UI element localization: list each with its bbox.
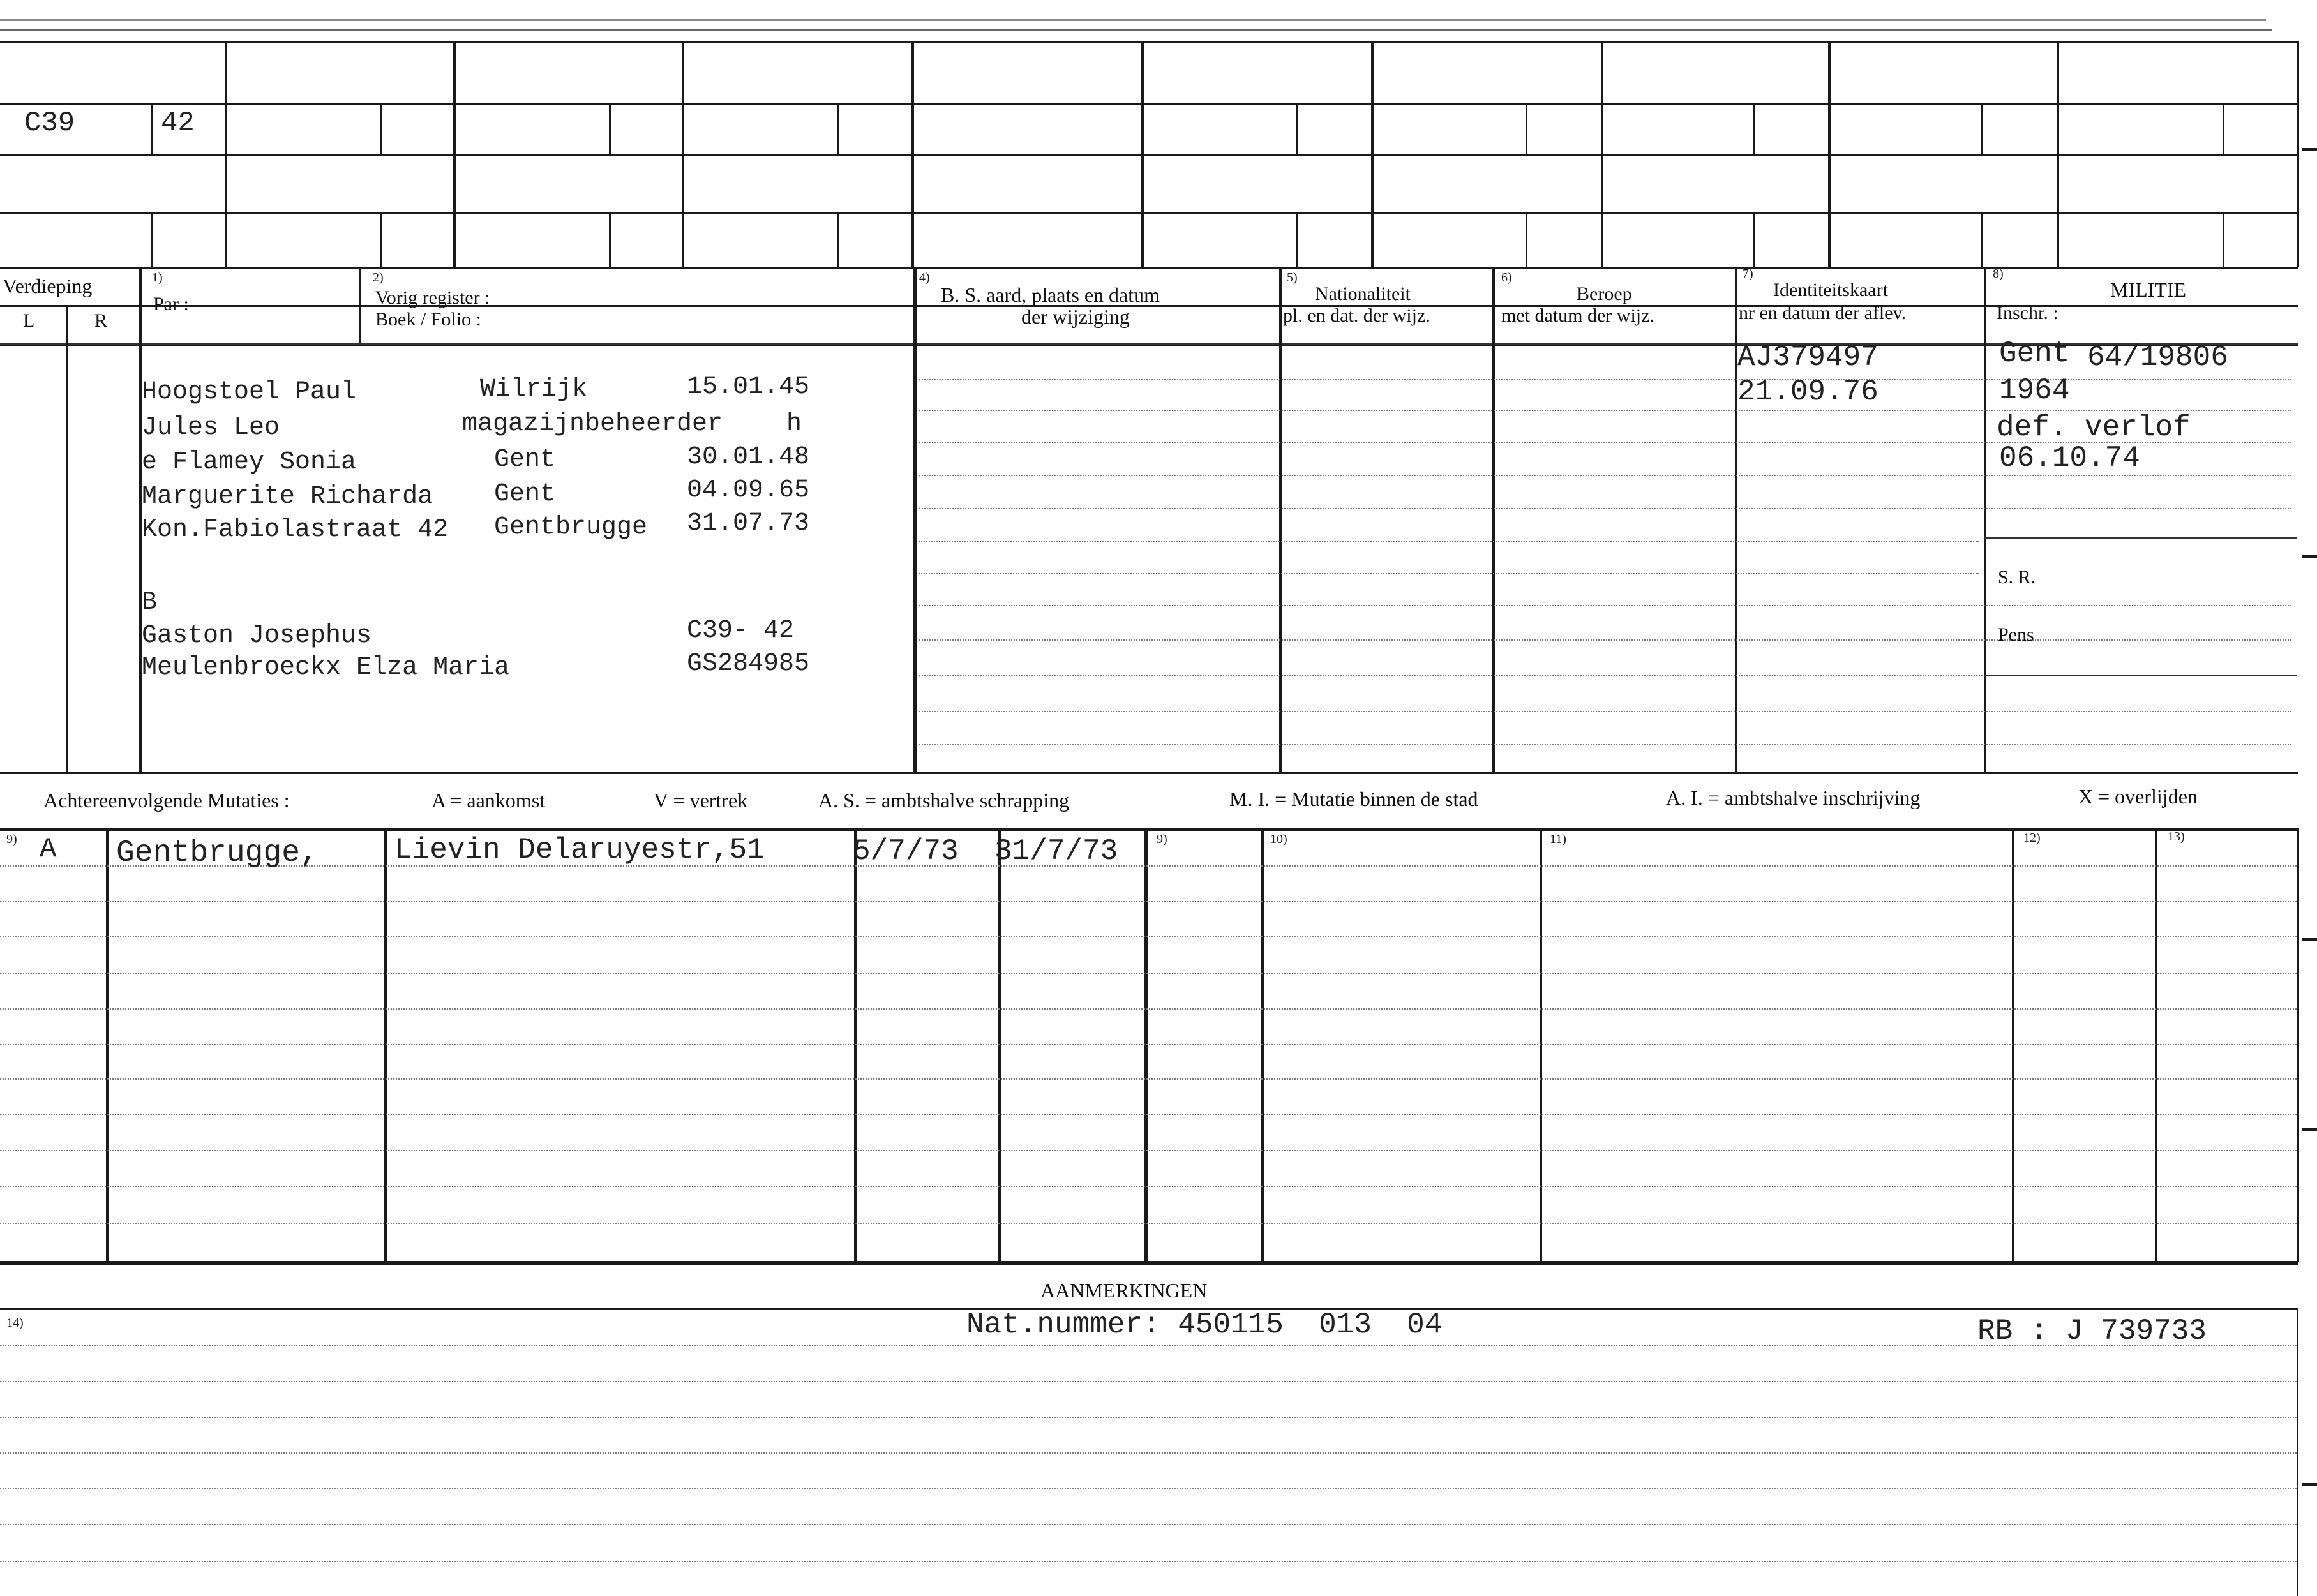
col5-number: 5) [1287, 271, 1298, 285]
house-code-2: 42 [161, 107, 195, 139]
col5-label-1: Nationaliteit [1315, 283, 1411, 304]
col4-label-2: der wijziging [1021, 305, 1130, 328]
house-code-1: C39 [24, 107, 75, 139]
col4-label-1: B. S. aard, plaats en datum [941, 283, 1160, 306]
legend-vertrek: V = vertrek [654, 789, 748, 812]
militia-status-date: 06.10.74 [1999, 442, 2140, 475]
mut-col13-number: 13) [2168, 830, 2185, 844]
legend-overlijden: X = overlijden [2078, 785, 2198, 808]
sr-label: S. R. [1998, 567, 2036, 588]
col5-label-2: pl. en dat. der wijz. [1283, 305, 1430, 326]
militia-year: 1964 [1999, 374, 2070, 407]
legend-aankomst: A = aankomst [431, 789, 546, 812]
col7-label-1: Identiteitskaart [1773, 280, 1888, 301]
person-place-1: Wilrijk [480, 375, 588, 404]
remarks-number: 14) [6, 1316, 24, 1330]
mut-col9-number: 9) [6, 832, 17, 846]
col7-number: 7) [1743, 267, 1753, 281]
national-number: Nat.nummer: 450115 013 04 [966, 1308, 1443, 1341]
legend-mutatie: M. I. = Mutatie binnen de stad [1229, 787, 1478, 810]
person-name-1: Hoogstoel Paul [142, 378, 357, 406]
rb-number: RB : J 739733 [1977, 1315, 2207, 1348]
person-municipality: Gentbrugge [494, 513, 648, 542]
mother-name: Meulenbroeckx Elza Maria [142, 653, 510, 682]
mutation-type: A [40, 833, 57, 865]
col8-label-2: Inschr. : [1997, 302, 2058, 324]
militia-status: def. verlof [1997, 411, 2191, 444]
col4-number: 4) [919, 271, 930, 285]
person-place-3: Gent [494, 445, 556, 474]
top-edge-line [0, 19, 2266, 21]
previous-register-ref: C39- 42 [687, 616, 795, 645]
father-name: Gaston Josephus [142, 622, 372, 650]
person-date-5: 31.07.73 [687, 509, 810, 538]
mutation-date-1: 5/7/73 [853, 835, 959, 868]
person-name-2: Jules Leo [142, 414, 280, 442]
militia-number: 64/19806 [2087, 341, 2228, 374]
floor-left-label: L [23, 310, 35, 331]
top-edge-line-2 [0, 29, 2272, 31]
mut-col11-number: 11) [1550, 832, 1566, 846]
col1-number: 1) [152, 271, 163, 285]
col2-label-2: Boek / Folio : [375, 309, 481, 330]
mutation-place: Gentbrugge, [116, 836, 319, 870]
col6-number: 6) [1501, 271, 1512, 285]
mutations-title: Achtereenvolgende Mutaties : [43, 789, 290, 812]
col2-number: 2) [373, 271, 384, 285]
mut-col12-number: 12) [2023, 831, 2041, 845]
person-name-4: Marguerite Richarda [142, 482, 433, 511]
mutation-date-2: 31/7/73 [994, 835, 1118, 868]
person-place-2: magazijnbeheerder [462, 410, 723, 438]
col8-number: 8) [1993, 267, 2004, 281]
person-date-2: h [786, 410, 802, 438]
mut-col10-number: 10) [1270, 832, 1287, 846]
col1-label: Par : [153, 294, 189, 315]
pens-label: Pens [1998, 624, 2034, 645]
person-address: Kon.Fabiolastraat 42 [142, 516, 449, 544]
legend-schrapping: A. S. = ambtshalve schrapping [818, 789, 1070, 812]
remarks-title: AANMERKINGEN [1040, 1279, 1208, 1302]
legend-inschrijving: A. I. = ambtshalve inschrijving [1666, 786, 1921, 809]
person-place-4: Gent [494, 480, 556, 509]
col2-label-1: Vorig register : [375, 287, 490, 308]
person-date-4: 04.09.65 [687, 476, 810, 505]
id-card-number: AJ379497 [1737, 341, 1878, 374]
id-card-date: 21.09.76 [1737, 375, 1878, 408]
person-date-1: 15.01.45 [687, 373, 810, 401]
person-name-3: e Flamey Sonia [142, 448, 357, 477]
col6-label-1: Beroep [1577, 283, 1632, 304]
militia-place: Gent [1999, 337, 2070, 370]
col6-label-2: met datum der wijz. [1501, 305, 1654, 326]
mutation-street: Lievin Delaruyestr,51 [394, 833, 765, 867]
mother-ref: GS284985 [687, 650, 810, 678]
person-date-3: 30.01.48 [687, 443, 810, 472]
verdieping-label: Verdieping [3, 274, 93, 297]
mut-col9b-number: 9) [1157, 832, 1167, 846]
col7-label-2: nr en datum der aflev. [1739, 302, 1907, 324]
floor-right-label: R [94, 310, 108, 331]
col8-label-1: MILITIE [2110, 278, 2187, 301]
section-b-label: B [142, 588, 158, 617]
